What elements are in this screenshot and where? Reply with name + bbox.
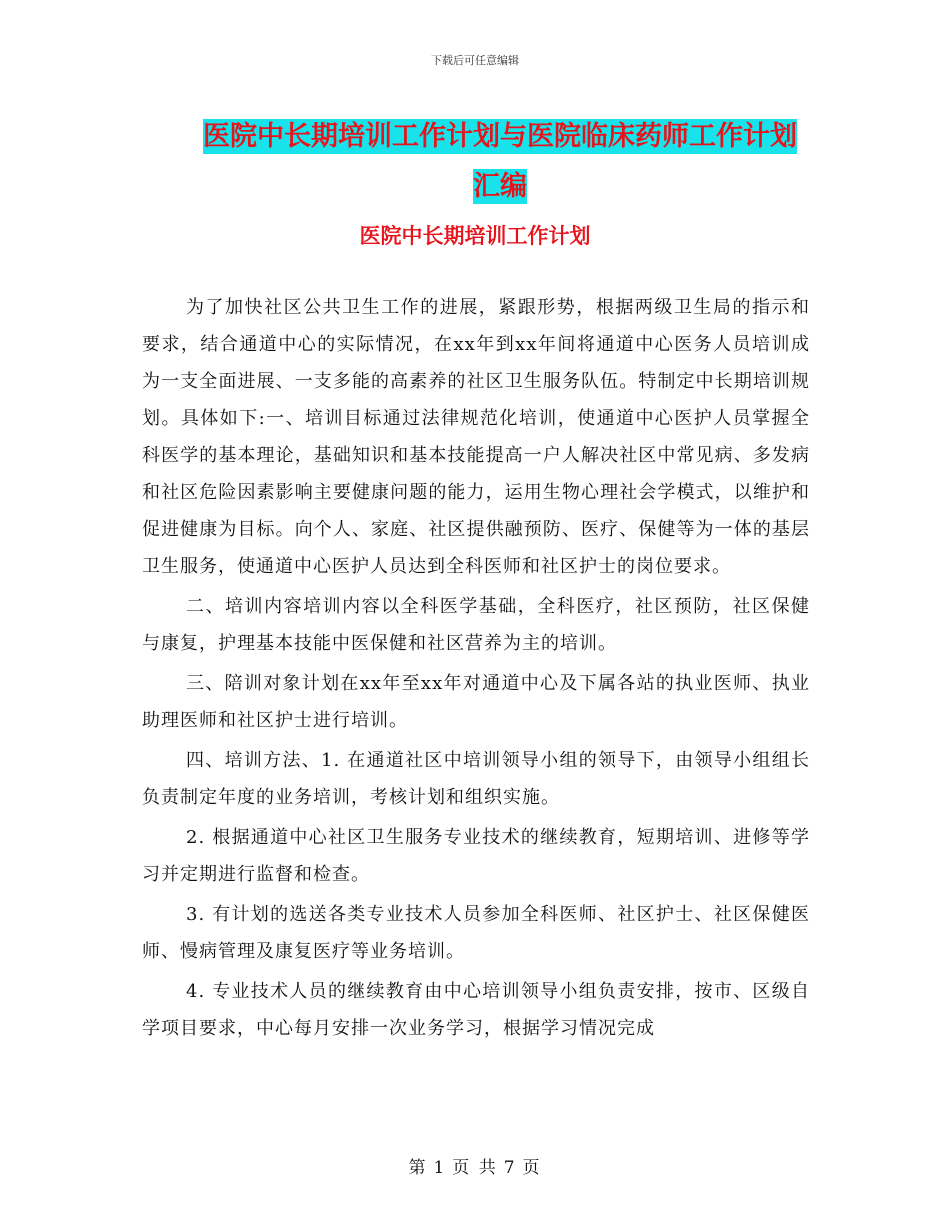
paragraph: 三、陪训对象计划在xx年至xx年对通道中心及下属各站的执业医师、执业助理医师和社区护士进行培训。 (142, 673, 810, 731)
document-title (190, 112, 810, 212)
paragraph: 二、培训内容培训内容以全科医学基础，全科医疗，社区预防，社区保健与康复，护理基本技能中医保健和社区营养为主的培训。 (142, 596, 810, 654)
page-footer-suffix: 页 (522, 1158, 542, 1178)
section-title: 医院中长期培训工作计划 (359, 224, 591, 248)
paragraph: 四、培训方法、1. 在通道社区中培训领导小组的领导下，由领导小组组长负责制定年度的业务培训，考核计划和组织实施。 (142, 750, 810, 808)
document-title-text: 医院中长期培训工作计划与医院临床药师工作计划汇编 (203, 121, 797, 202)
total-pages-number: 7 (503, 1158, 517, 1178)
page-footer-middle: 页 共 (452, 1158, 498, 1178)
page-header-note: 下载后可任意编辑 (431, 54, 519, 67)
paragraph: 3. 有计划的选送各类专业技术人员参加全科医师、社区护士、社区保健医师、慢病管理及康复医疗等业务培训。 (142, 904, 810, 962)
page-footer (0, 1153, 950, 1178)
paragraph: 2. 根据通道中心社区卫生服务专业技术的继续教育，短期培训、进修等学习并定期进行监督和检查。 (142, 827, 810, 885)
current-page-number: 1 (433, 1158, 447, 1178)
paragraph: 为了加快社区公共卫生工作的进展，紧跟形势，根据两级卫生局的指示和要求，结合通道中心的实际情况，在xx年到xx年间将通道中心医务人员培训成为一支全面进展、一支多能的高素养的社区卫生服务队伍。特制定中长期培训规划。具体如下:一、培训目标通过法律规范化培训，使通道中心医护人员掌握全科医学的基本理论，基础知识和基本技能提高一户人解决社区中常见病、多发病和社区危险因素影响主要健康问题的能力，运用生物心理社会学模式，以维护和促进健康为目标。向个人、家庭、社区提供融预防、医疗、保健等为一体的基层卫生服务，使通道中心医护人员达到全科医师和社区护士的岗位要求。 (142, 297, 810, 577)
paragraph: 4. 专业技术人员的继续教育由中心培训领导小组负责安排，按市、区级自学项目要求，中心每月安排一次业务学习，根据学习情况完成 (142, 981, 810, 1039)
page-footer-prefix: 第 (408, 1158, 428, 1178)
document-body (142, 289, 810, 1050)
